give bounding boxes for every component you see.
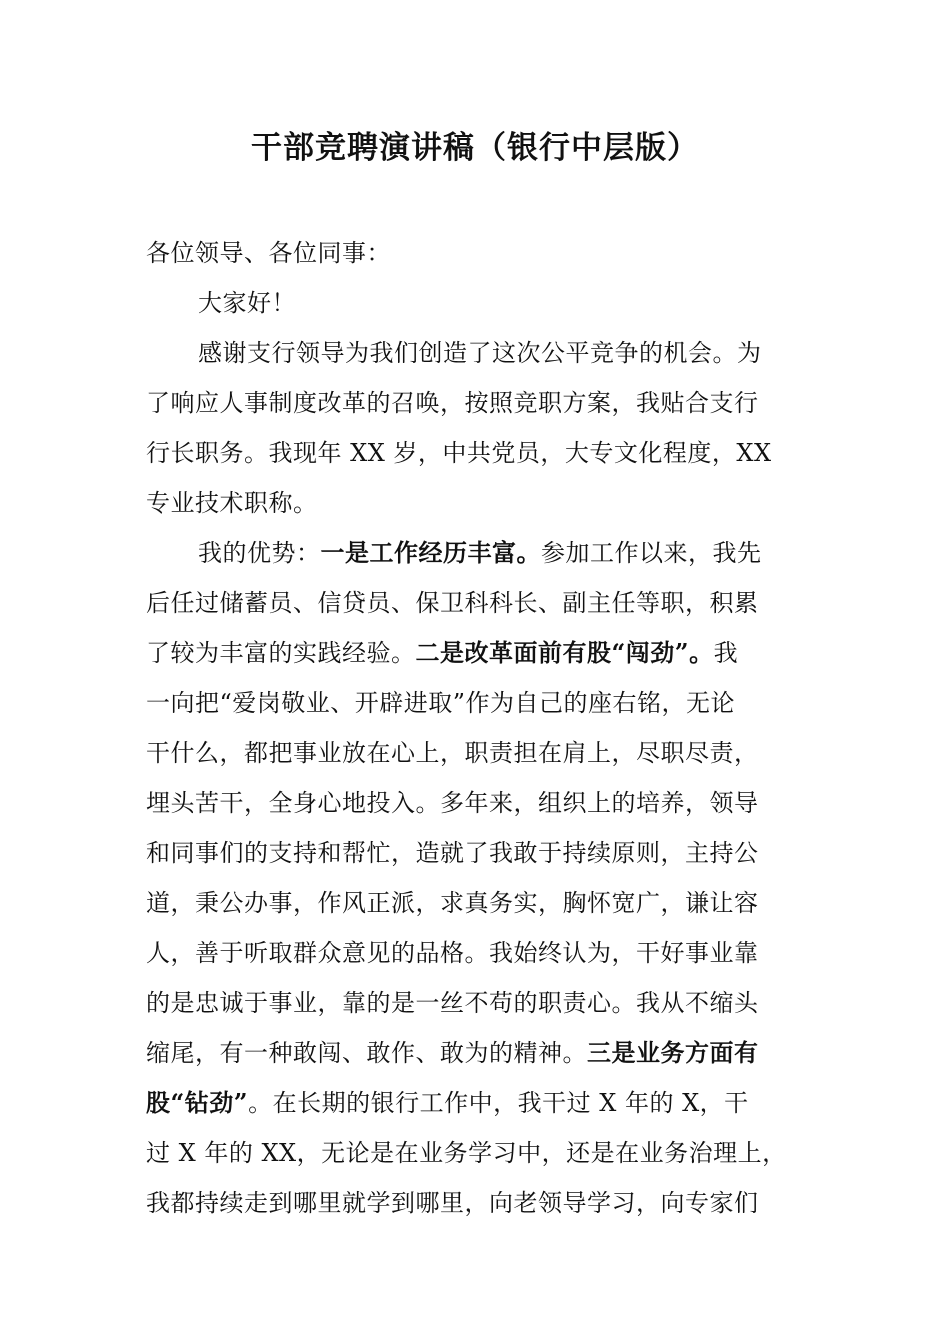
body-text-line (146, 828, 792, 878)
bold-text-segment: 股“钻劲” (146, 1088, 249, 1117)
text-segment: 干什么，都把事业放在心上，职责担在肩上，尽职尽责， (146, 739, 759, 767)
text-segment: 后任过储蓄员、信贷员、保卫科科长、副主任等职，积累 (146, 589, 759, 617)
text-segment: 参加工作以来，我先 (541, 539, 762, 567)
body-text-line (146, 428, 792, 478)
text-segment: 人，善于听取群众意见的品格。我始终认为，干好事业靠 (146, 939, 759, 967)
body-text-line (146, 478, 792, 528)
text-segment: 了较为丰富的实践经验。 (146, 639, 416, 667)
body-text-line (146, 1078, 792, 1128)
body-text-line (146, 1028, 792, 1078)
document-body (146, 228, 792, 1228)
body-text-line (146, 978, 792, 1028)
body-text-line (146, 578, 792, 628)
bold-text-segment: 三是业务方面有 (587, 1038, 759, 1067)
text-segment: 专业技术职称。 (146, 489, 318, 517)
body-text-line (146, 878, 792, 928)
text-segment: 道，秉公办事，作风正派，求真务实，胸怀宽广，谦让容 (146, 889, 759, 917)
body-text-line (146, 678, 792, 728)
bold-text-segment: 二是改革面前有股“闯劲”。 (415, 638, 714, 667)
bold-text-segment: 一是工作经历丰富。 (320, 538, 541, 567)
text-segment: 埋头苦干，全身心地投入。多年来，组织上的培养，领导 (146, 789, 759, 817)
body-text-line (146, 528, 792, 578)
greeting: 大家好！ (198, 289, 296, 317)
text-segment: 我的优势： (198, 539, 321, 567)
page-title: 干部竞聘演讲稿（银行中层版） (251, 130, 699, 166)
body-text-line (146, 1178, 792, 1228)
text-segment: 的是忠诚于事业，靠的是一丝不苟的职责心。我从不缩头 (146, 989, 759, 1017)
text-segment: 缩尾，有一种敢闯、敢作、敢为的精神。 (146, 1039, 587, 1067)
body-text-line (146, 628, 792, 678)
text-segment: 感谢支行领导为我们创造了这次公平竞争的机会。为 (198, 339, 762, 367)
text-segment: 行长职务。我现年 XX 岁，中共党员，大专文化程度，XX (146, 439, 772, 467)
body-text-line (146, 378, 792, 428)
text-segment: 一向把“爱岗敬业、开辟进取”作为自己的座右铭，无论 (146, 689, 736, 717)
salutation: 各位领导、各位同事： (146, 239, 391, 267)
text-segment: 。在长期的银行工作中，我干过 X 年的 X，干 (248, 1089, 749, 1117)
text-segment: 我都持续走到哪里就学到哪里，向老领导学习，向专家们 (146, 1189, 759, 1217)
text-segment: 和同事们的支持和帮忙，造就了我敢于持续原则，主持公 (146, 839, 759, 867)
text-segment: 了响应人事制度改革的召唤，按照竞职方案，我贴合支行 (146, 389, 759, 417)
text-segment: 过 X 年的 XX，无论是在业务学习中，还是在业务治理上， (146, 1139, 787, 1167)
body-text-line (146, 328, 792, 378)
body-text-line (146, 778, 792, 828)
text-segment: 我 (713, 639, 739, 667)
body-text-line (146, 728, 792, 778)
body-text-line (146, 928, 792, 978)
body-text-line (146, 1128, 792, 1178)
